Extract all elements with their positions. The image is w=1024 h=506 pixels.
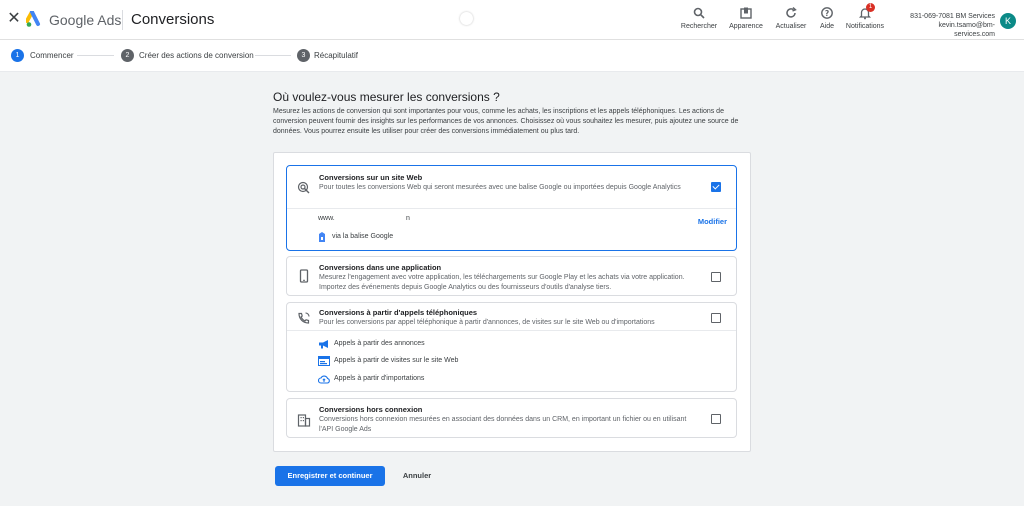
notifications-label: Notifications	[845, 23, 885, 30]
google-tag-icon	[318, 231, 326, 243]
option-card-offline[interactable]	[286, 398, 737, 438]
option-card-website[interactable]	[286, 165, 737, 251]
step-1-number: 1	[11, 49, 24, 62]
phone-source-ads: Appels à partir des annonces	[334, 340, 425, 347]
appearance-button[interactable]	[728, 6, 764, 34]
account-info[interactable]	[900, 12, 995, 39]
cloud-upload-icon	[318, 374, 330, 384]
top-bar	[0, 0, 1024, 40]
cursor-click-icon	[297, 181, 311, 195]
header-divider	[122, 10, 123, 30]
phone-source-imports: Appels à partir d'importations	[334, 375, 425, 382]
tag-source-label: via la balise Google	[332, 233, 394, 240]
option-title: Conversions dans une application	[319, 263, 442, 272]
website-url-prefix: www.	[318, 215, 335, 222]
option-title: Conversions à partir d'appels téléphoniques	[319, 308, 478, 317]
card-divider	[287, 208, 736, 209]
option-card-phone[interactable]	[286, 302, 737, 392]
step-2-label: Créer des actions de conversion	[139, 51, 254, 60]
phone-call-icon	[297, 311, 311, 325]
website-url-suffix: n	[406, 215, 410, 222]
step-3-number: 3	[297, 49, 310, 62]
building-icon	[297, 413, 311, 427]
refresh-button[interactable]	[772, 6, 810, 34]
search-button[interactable]	[680, 6, 718, 34]
loading-indicator	[460, 12, 473, 25]
page-title: Conversions	[131, 11, 215, 28]
option-description: Mesurez l'engagement avec votre application, les téléchargements sur Google Play et les achats via votre application. Importez des événements depuis Google Analytics ou des fournisseurs d'outils d'analyse tiers.	[319, 274, 685, 291]
account-id: 831-069-7081 BM Services	[910, 13, 995, 20]
website-icon	[318, 356, 330, 366]
step-connector	[77, 55, 114, 56]
close-icon[interactable]: ✕	[7, 10, 21, 27]
help-label: Aide	[819, 23, 834, 30]
option-title: Conversions hors connexion	[319, 405, 423, 414]
phone-source-website: Appels à partir de visites sur le site Web	[334, 357, 459, 364]
google-ads-logo	[26, 11, 44, 28]
step-1-label: Commencer	[30, 51, 74, 60]
refresh-icon	[784, 6, 798, 20]
account-email: kevin.tsamo@bm-services.com	[938, 22, 995, 38]
progress-stepper	[0, 40, 1024, 72]
option-description: Pour toutes les conversions Web qui seront mesurées avec une balise Google ou importées depuis Google Analytics	[319, 184, 681, 191]
notification-badge: 1	[866, 3, 875, 12]
step-2-number: 2	[121, 49, 134, 62]
option-card-app[interactable]	[286, 256, 737, 296]
appearance-label: Apparence	[729, 23, 763, 30]
save-continue-button[interactable]: Enregistrer et continuer	[275, 466, 385, 486]
step-connector	[255, 55, 291, 56]
section-intro: Mesurez les actions de conversion qui sont importantes pour vous, comme les achats, les inscriptions et les appels téléphoniques. Les actions de conversion peuvent fournir des insights sur les performances de vos annonces. Choisissez où vous souhaitez les mesurer, puis ajoutez une source de données. Vous pourrez ensuite les utiliser pour créer des conversions immédiatement ou plus tard.	[273, 108, 739, 135]
avatar[interactable]: K	[1000, 13, 1016, 29]
option-description: Pour les conversions par appel téléphonique à partir d'annonces, de visites sur le site Web ou d'importations	[319, 319, 655, 326]
app-checkbox[interactable]	[711, 272, 721, 282]
section-heading: Où voulez-vous mesurer les conversions ?	[273, 90, 500, 104]
appearance-icon	[739, 6, 753, 20]
cancel-button[interactable]: Annuler	[402, 471, 432, 480]
refresh-label: Actualiser	[775, 23, 807, 30]
search-icon	[692, 6, 706, 20]
option-title: Conversions sur un site Web	[319, 173, 423, 182]
help-button[interactable]	[817, 6, 837, 34]
search-label: Rechercher	[680, 23, 718, 30]
help-icon	[820, 6, 834, 20]
modify-link[interactable]: Modifier	[697, 217, 727, 226]
phone-checkbox[interactable]	[711, 313, 721, 323]
smartphone-icon	[297, 269, 311, 283]
notifications-button[interactable]	[844, 6, 886, 34]
megaphone-icon	[318, 339, 330, 349]
option-description: Conversions hors connexion mesurées en associant des données dans un CRM, en important un fichier ou en utilisant l'API Google Ads	[319, 416, 687, 433]
card-divider	[287, 330, 736, 331]
svg-text:?: ?	[824, 8, 830, 18]
step-3-label: Récapitulatif	[314, 51, 359, 60]
website-checkbox[interactable]	[711, 182, 721, 192]
offline-checkbox[interactable]	[711, 414, 721, 424]
product-name: Google Ads	[49, 12, 122, 28]
